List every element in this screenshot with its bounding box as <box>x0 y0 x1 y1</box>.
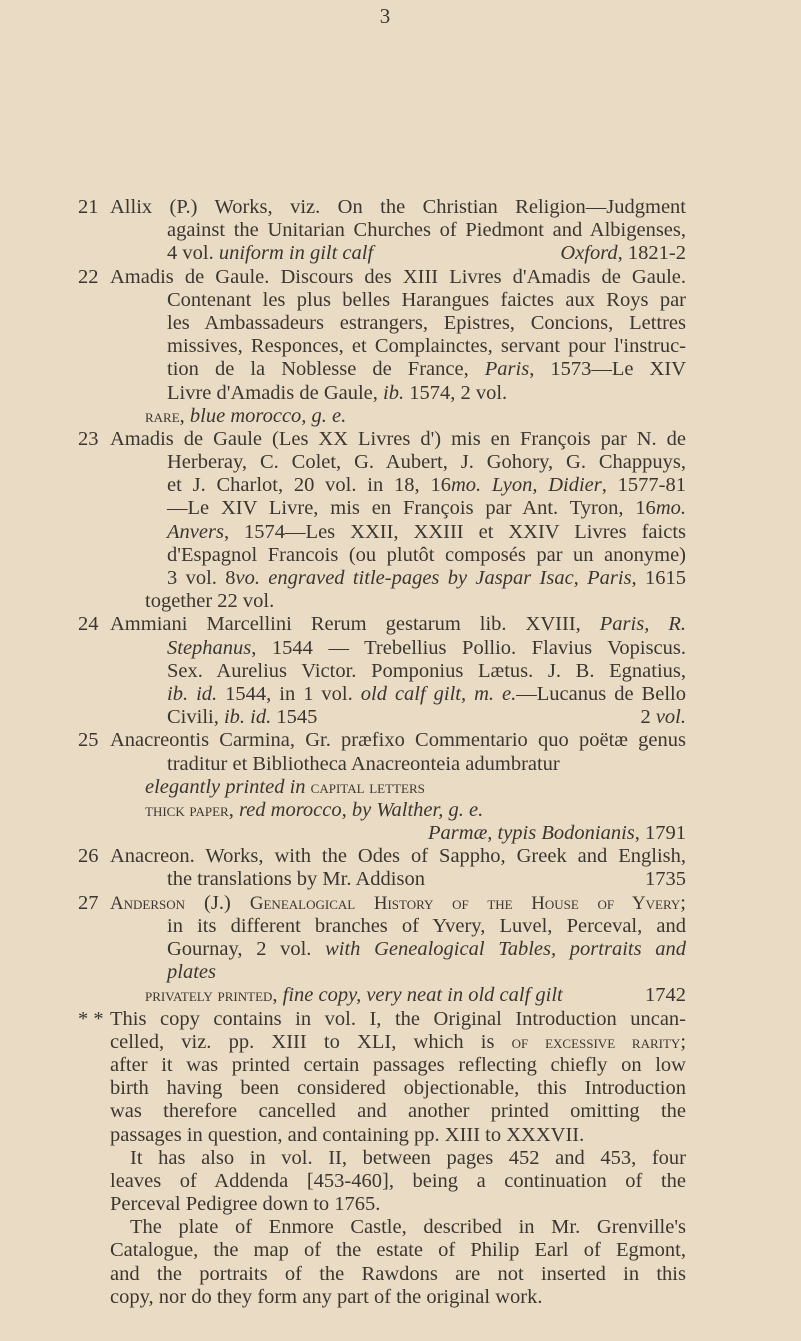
entry-line <box>0 915 801 938</box>
text-run: copy, nor do they form any part of the original work. <box>110 1285 543 1308</box>
text-run: 1544, in 1 vol. <box>217 682 361 705</box>
text-run: ; <box>680 891 686 914</box>
line-text <box>110 1031 686 1054</box>
text-run: Sex. Aurelius Victor. Pomponius Lætus. J. B. Egnatius, <box>167 659 686 682</box>
text-run: 1574, 2 vol. <box>404 381 508 404</box>
text-run: ; <box>680 1030 687 1053</box>
line-text <box>110 729 686 752</box>
line-text <box>167 938 686 961</box>
text-run: , 1821-2 <box>617 242 686 265</box>
text-run: 4 vol. <box>167 242 219 265</box>
italic-text: old calf gilt, m. e. <box>360 682 517 705</box>
line-text <box>167 312 686 335</box>
entry-line <box>0 637 801 660</box>
entry-first-line <box>0 613 801 636</box>
entry-line <box>0 405 801 428</box>
text-run: et J. Charlot, 20 vol. in 18, 16 <box>167 474 451 497</box>
entry-line <box>0 358 801 381</box>
line-text <box>110 1054 686 1077</box>
small-caps-text: privately printed <box>145 985 273 1007</box>
text-run: birth having been considered objectionable, this Introduction <box>110 1077 686 1100</box>
text-run: Catalogue, the map of the estate of Philip Earl of Egmont, <box>110 1239 686 1262</box>
text-run: , 1791 <box>634 822 686 845</box>
entry-line <box>0 822 801 845</box>
text-run: , 1577-81 <box>601 474 687 497</box>
line-text <box>145 984 686 1007</box>
text-run: Contenant les plus belles Harangues faictes aux Roys par <box>167 288 686 311</box>
imprint-date <box>560 242 686 265</box>
entry-line <box>0 660 801 683</box>
line-text <box>145 776 686 799</box>
entry-line <box>0 544 801 567</box>
line-text <box>167 567 686 590</box>
line-text <box>145 822 686 845</box>
note-asterism: * * <box>78 1007 104 1030</box>
text-run: , <box>179 404 190 427</box>
italic-text: Stephanus <box>167 636 252 659</box>
entry-first-line <box>0 428 801 451</box>
text-run: against the Unitarian Churches of Piedmont and Albigenses, <box>167 219 686 242</box>
small-caps-text: Genealogical History of the House of Yvery <box>249 892 681 914</box>
line-text <box>167 961 686 984</box>
entry-line <box>0 289 801 312</box>
line-text <box>167 683 686 706</box>
entry-line <box>0 868 801 891</box>
italic-text: vol. <box>655 706 686 729</box>
text-run: 2 <box>640 706 656 729</box>
text-run: after it was printed certain passages reflecting chiefly on low <box>110 1053 686 1076</box>
text-run: , 1574—Les XXII, XXIII et XXIV Livres faicts <box>223 520 686 543</box>
line-text <box>110 1077 686 1100</box>
line-text <box>110 1263 686 1286</box>
entry-line <box>0 521 801 544</box>
lot-number: 21 <box>78 196 99 218</box>
line-text <box>167 706 686 729</box>
italic-text: uniform in gilt calf <box>218 242 374 265</box>
line-text <box>167 358 686 381</box>
text-run: Perceval Pedigree down to 1765. <box>110 1193 381 1216</box>
line-text <box>110 1124 686 1147</box>
entry-line <box>0 1286 801 1309</box>
entry-line <box>0 1239 801 1262</box>
small-caps-text: Anderson <box>110 892 186 914</box>
entry-line <box>0 335 801 358</box>
italic-text: ib. id. <box>223 706 272 729</box>
text-run: 3 vol. 8 <box>167 567 236 589</box>
line-text <box>110 1008 686 1031</box>
text-run: Gournay, 2 vol. <box>167 938 326 960</box>
line-text <box>110 845 686 868</box>
entry-line <box>0 1031 801 1054</box>
entry-line <box>0 1147 801 1170</box>
text-run: —Lucanus de Bello <box>516 682 686 705</box>
line-text <box>167 544 686 567</box>
text-run: leaves of Addenda [453-460], being a continuation of the <box>110 1169 686 1192</box>
text-run: , 1573—Le XIV <box>529 358 686 381</box>
entry-line <box>0 938 801 961</box>
line-text <box>130 1216 686 1239</box>
imprint-date <box>640 706 686 729</box>
entry-first-line <box>0 1008 801 1031</box>
text-run: Ammiani Marcellini Rerum gestarum lib. XVIII, <box>110 613 600 636</box>
text-run: d'Espagnol Francois (ou plutôt composés par un anonyme) <box>167 543 686 566</box>
text-run: Herberay, C. Colet, G. Aubert, J. Gohory, G. Chappuys, <box>167 451 686 474</box>
text-run: celled, viz. pp. XIII to XLI, which is <box>110 1030 512 1053</box>
line-text <box>110 613 686 636</box>
line-text <box>145 590 686 613</box>
entry-first-line <box>0 892 801 915</box>
small-caps-text: capital letters <box>310 776 425 798</box>
text-run: together 22 vol. <box>145 590 275 613</box>
line-text <box>110 1170 686 1193</box>
text-run: in its different branches of Yvery, Luvel, Perceval, and <box>167 914 686 937</box>
text-run: , 1615 <box>631 567 686 589</box>
line-text <box>167 521 686 544</box>
entry-line <box>0 382 801 405</box>
text-run: and the portraits of the Rawdons are not inserted in this <box>110 1262 686 1285</box>
text-run: Civili, <box>167 706 224 729</box>
small-caps-text: thick paper <box>145 799 229 821</box>
entry-line <box>0 706 801 729</box>
italic-text: Paris, R. <box>599 613 686 636</box>
catalogue-entries <box>0 196 801 1309</box>
entry-line <box>0 753 801 776</box>
line-text <box>110 428 686 451</box>
line-text <box>110 1239 686 1262</box>
italic-text: ib. id. <box>167 682 218 705</box>
entry-line <box>0 1170 801 1193</box>
text-run: This copy contains in vol. I, the Original Introduction uncan- <box>110 1007 686 1030</box>
text-run: , <box>228 798 239 821</box>
lot-number: 27 <box>78 891 99 914</box>
line-text <box>167 753 686 776</box>
line-text <box>110 196 686 219</box>
italic-text: plates <box>167 961 216 984</box>
entry-line <box>0 590 801 613</box>
italic-text: Parmæ, typis Bodonianis <box>428 822 635 845</box>
entry-first-line <box>0 196 801 219</box>
entry-line <box>0 219 801 242</box>
italic-text: with Genealogical Tables, portraits and <box>325 938 686 960</box>
line-text <box>167 335 686 358</box>
text-run: tion de la Noblesse de France, <box>167 358 485 381</box>
line-text <box>110 266 686 289</box>
text-run: Anacreontis Carmina, Gr. præfixo Commentario quo poëtæ genus <box>110 729 686 752</box>
line-text <box>167 915 686 938</box>
italic-text: fine copy, very neat in old calf gilt <box>282 984 563 1007</box>
text-run: the translations by Mr. Addison <box>167 868 425 891</box>
line-text <box>145 799 686 822</box>
text-run: Livre d'Amadis de Gaule, <box>167 381 384 404</box>
imprint-date <box>645 868 686 891</box>
entry-line <box>0 567 801 590</box>
entry-line <box>0 799 801 822</box>
entry-line <box>0 1054 801 1077</box>
line-text <box>167 637 686 660</box>
line-text <box>130 1147 686 1170</box>
italic-text: vo. engraved title-pages by Jaspar Isac, Paris <box>235 567 632 589</box>
italic-text: red morocco, by Walther, g. e. <box>238 798 484 821</box>
line-text <box>167 219 686 242</box>
entry-line <box>0 312 801 335</box>
entry-line <box>0 497 801 520</box>
entry-line <box>0 1263 801 1286</box>
italic-text: Anvers <box>167 520 224 543</box>
text-run: It has also in vol. II, between pages 452 and 453, four <box>130 1146 686 1169</box>
text-run: passages in question, and containing pp. XIII to XXXVII. <box>110 1123 585 1146</box>
lot-number: 24 <box>78 613 99 636</box>
text-run: was therefore cancelled and another printed omitting the <box>110 1100 686 1123</box>
line-text <box>167 451 686 474</box>
line-text <box>167 289 686 312</box>
line-text <box>167 242 686 265</box>
small-caps-text: rare <box>145 405 180 427</box>
entry-line <box>0 242 801 265</box>
italic-text: blue morocco, g. e. <box>189 404 347 427</box>
text-run: 1742 <box>645 984 686 1007</box>
text-run: (J.) <box>185 891 250 914</box>
line-text <box>167 497 686 520</box>
italic-text: mo. <box>655 497 686 520</box>
text-run: , 1544 — Trebellius Pollio. Flavius Vopiscus. <box>251 636 686 659</box>
entry-line <box>0 1077 801 1100</box>
line-text <box>167 660 686 683</box>
text-run: , <box>272 984 283 1007</box>
lot-number: 26 <box>78 845 99 868</box>
small-caps-text: of excessive rarity <box>511 1031 681 1053</box>
italic-text: ib. <box>383 381 405 404</box>
line-text <box>110 1193 686 1216</box>
italic-text: Paris <box>484 358 530 381</box>
entry-line <box>0 1216 801 1239</box>
text-run: les Ambassadeurs estrangers, Epistres, Concions, Lettres <box>167 311 686 334</box>
entry-first-line <box>0 845 801 868</box>
entry-line <box>0 474 801 497</box>
entry-line <box>0 1124 801 1147</box>
lot-number: 22 <box>78 265 99 288</box>
entry-first-line <box>0 266 801 289</box>
line-text <box>110 1100 686 1123</box>
text-run: Allix (P.) Works, viz. On the Christian Religion—Judgment <box>110 196 686 218</box>
entry-line <box>0 1193 801 1216</box>
lot-number: 23 <box>78 427 99 450</box>
entry-line <box>0 984 801 1007</box>
entry-line <box>0 1100 801 1123</box>
lot-number: 25 <box>78 729 99 752</box>
text-run: Amadis de Gaule. Discours des XIII Livres d'Amadis de Gaule. <box>110 265 686 288</box>
line-text <box>110 892 686 915</box>
text-run: Amadis de Gaule (Les XX Livres d') mis en François par N. de <box>110 427 686 450</box>
line-text <box>167 382 686 405</box>
italic-text: mo. Lyon, Didier <box>450 474 602 497</box>
italic-text: Oxford <box>560 242 618 265</box>
text-run: traditur et Bibliotheca Anacreonteia adumbratur <box>167 752 560 775</box>
entry-line <box>0 961 801 984</box>
text-run: The plate of Enmore Castle, described in Mr. Grenville's <box>130 1216 686 1239</box>
line-text <box>110 1286 686 1309</box>
entry-first-line <box>0 729 801 752</box>
line-text <box>167 474 686 497</box>
italic-text: elegantly printed in <box>145 775 311 798</box>
line-text <box>167 868 686 891</box>
text-run: —Le XIV Livre, mis en François par Ant. Tyron, 16 <box>167 497 656 520</box>
entry-line <box>0 683 801 706</box>
text-run: Anacreon. Works, with the Odes of Sappho, Greek and English, <box>110 845 686 868</box>
page-number: 3 <box>379 4 391 28</box>
entry-line <box>0 776 801 799</box>
entry-line <box>0 451 801 474</box>
text-run: missives, Responces, et Complainctes, servant pour l'instruc- <box>167 335 686 358</box>
text-run: 1545 <box>271 706 318 729</box>
text-run: 1735 <box>645 868 686 891</box>
line-text <box>145 405 686 428</box>
imprint-date <box>645 984 686 1007</box>
